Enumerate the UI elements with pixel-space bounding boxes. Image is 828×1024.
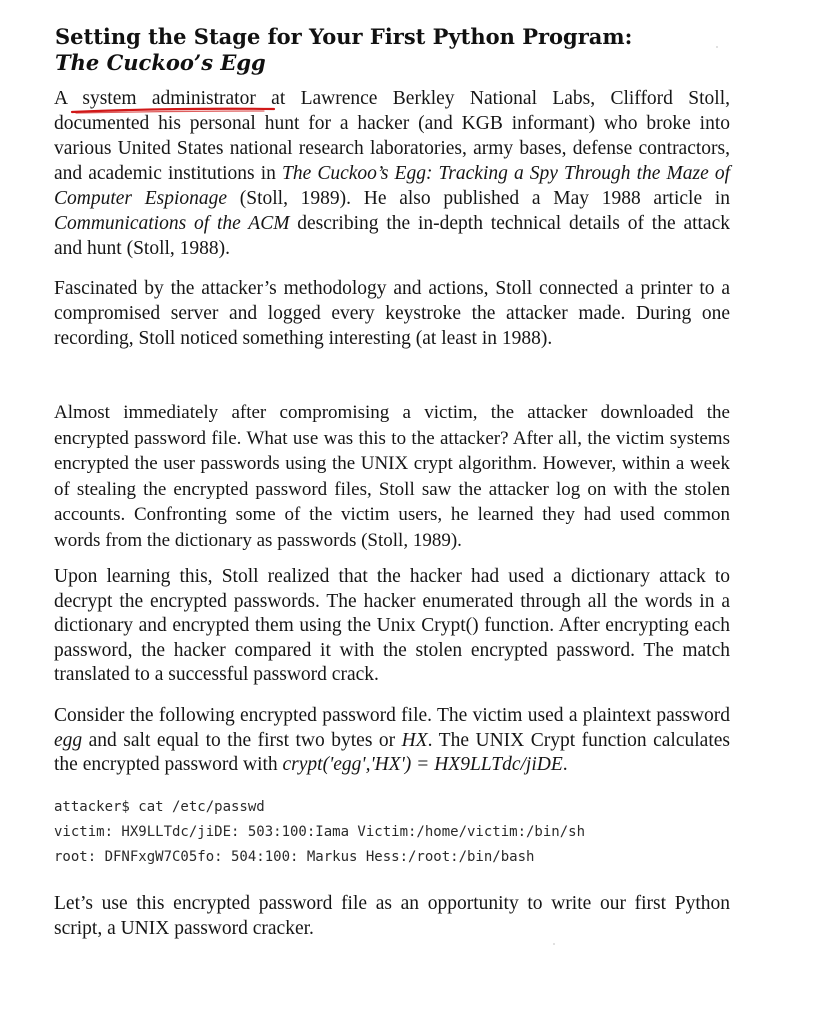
underlined-phrase: system administrator [82,88,256,109]
red-pen-underline [68,100,278,124]
book-title: The Cuckoo’s Egg: Tracking a Spy Through the Maze of Computer Espionage [54,163,731,209]
scan-speck [716,46,718,48]
code-line-victim: victim: HX9LLTdc/jiDE: 503:100:Iama Victim:/home/victim:/bin/sh [54,824,586,840]
passwd-code-listing [54,795,754,870]
p1-mid2: (Stoll, 1989). He also published a May 1988 article in [227,188,731,209]
p1-mid1: at Lawrence Berkley National Labs, Clifford Stoll, documented his personal hunt for a hacker (and KGB informant) who broke into various United States national research laboratories, army bases, defense contractors, and academic institutions in [54,88,730,184]
section-title: Setting the Stage for Your First Python Program: [55,24,633,49]
journal-title: Communications of the ACM [54,213,290,234]
p1-pre: A [54,88,83,109]
paragraph-dictionary-attack: Upon learning this, Stoll realized that the hacker had used a dictionary attack to decrypt the encrypted passwords. The hacker enumerated through all the words in a dictionary and encrypted them using the Unix Crypt() function. After encrypting each password, the hacker compared it with the stolen encrypted password. The match translated to a successful password crack. [54,566,730,685]
salt-hx: HX [401,729,428,751]
p5-post: . [562,754,568,775]
section-subtitle: The Cuckoo’s Egg [55,50,266,75]
p5-mid2: . The UNIX Crypt function calculates the encrypted password with [54,729,730,775]
p5-pre: Consider the following encrypted password file. The victim used a plaintext password [54,705,730,726]
paragraph-compromise: Almost immediately after compromising a victim, the attacker downloaded the encrypted password file. What use was this to the attacker? After all, the victim systems encrypted the user passwords using the UNIX crypt algorithm. However, within a week of stealing the encrypted password files, Stoll saw the attacker log on with the stolen accounts. Confronting some of the victim users, he learned they had used common words from the dictionary as passwords (Stoll, 1989). [54,402,730,551]
p5-mid: and salt equal to the first two bytes or [82,729,402,751]
p1-post: describing the in-depth technical details of the attack and hunt (Stoll, 1988). [54,213,730,259]
crypt-formula: crypt('egg','HX') = HX9LLTdc/jiDE [282,754,563,775]
paragraph-crypt-example [54,704,730,778]
paragraph-closing: Let’s use this encrypted password file as an opportunity to write our first Python script, a UNIX password cracker. [54,893,730,939]
section-heading [55,24,775,76]
scan-speck [553,943,555,945]
code-line-root: root: DFNFxgW7C05fo: 504:100: Markus Hess:/root:/bin/bash [54,849,535,865]
paragraph-fascinated: Fascinated by the attacker’s methodology and actions, Stoll connected a printer to a compromised server and logged every keystroke the attacker made. During one recording, Stoll noticed something interesting (at least in 1988). [54,278,730,349]
code-line-command: attacker$ cat /etc/passwd [54,799,265,815]
plaintext-egg: egg [54,729,83,751]
